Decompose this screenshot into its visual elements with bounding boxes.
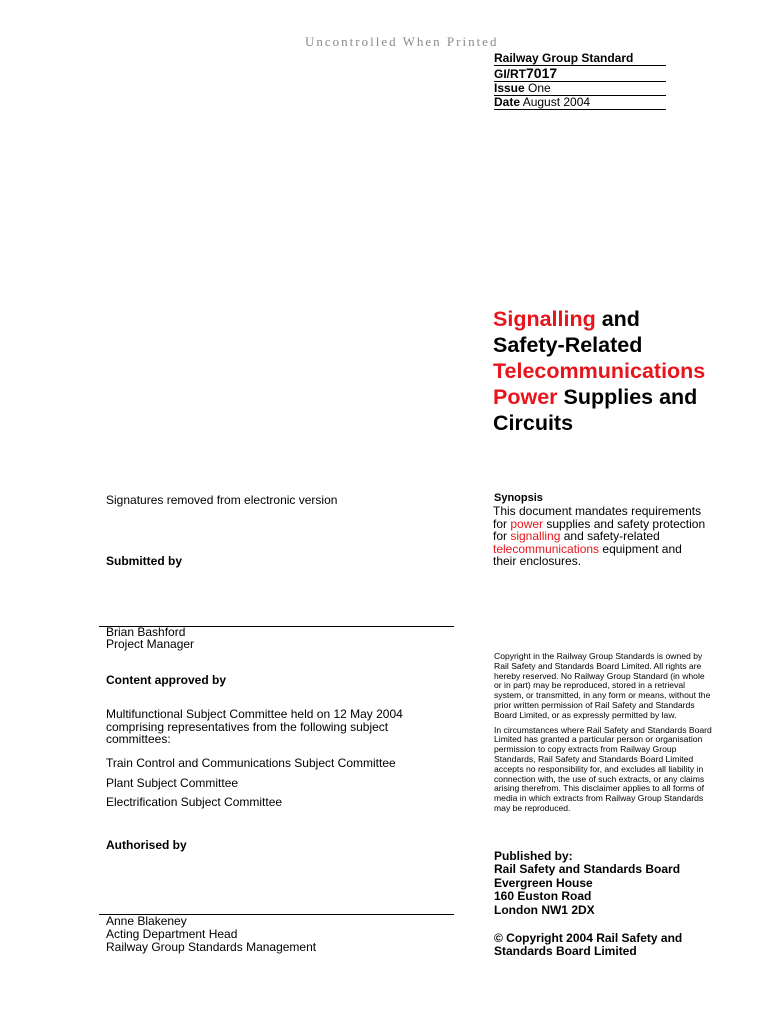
header-divider [494,109,666,110]
authorised-label: Authorised by [106,838,187,852]
synopsis-text [493,505,708,568]
title-word: Signalling [493,307,596,331]
document-title [493,306,705,436]
watermark: Uncontrolled When Printed [305,34,499,49]
issue-value: One [528,81,551,95]
synopsis-fragment: supplies and safety protection for [493,516,706,544]
synopsis-keyword: signalling [510,529,561,544]
code-number: 7017 [526,65,558,81]
publisher-copyright: © Copyright 2004 Rail Safety and Standards Board Limited [494,931,683,959]
standard-code [494,67,666,81]
authoriser-name: Anne Blakeney [106,914,187,928]
committee-description: Multifunctional Subject Committee held on 12 May 2004 comprising representatives from the following subject committees: [106,707,403,747]
publisher-block [494,850,724,959]
date-value: August 2004 [522,95,591,109]
synopsis-keyword: power [510,516,544,531]
copyright-notice [494,652,714,819]
title-word: Telecommunications [493,359,706,383]
synopsis-fragment: This document mandates requirements for [493,504,702,531]
issue-label: Issue [494,81,525,95]
publisher-line: Rail Safety and Standards Board [494,862,681,877]
signatures-note: Signatures removed from electronic version [106,493,338,507]
authoriser-department: Railway Group Standards Management [106,940,317,954]
committee-item: Plant Subject Committee [106,776,239,790]
synopsis-fragment: equipment and their enclosures. [493,541,682,569]
submitted-label: Submitted by [106,554,183,568]
publisher-line: 160 Euston Road [494,889,592,904]
date-line [494,96,666,109]
authoriser-role: Acting Department Head [106,927,238,941]
publisher-line: London NW1 2DX [494,902,595,917]
disclaimer-paragraph: In circumstances where Rail Safety and Standards Board Limited has granted a particular person or organisation permission to copy extracts from Railway Group Standards, Rail Safety and Standards Board Limited accepts no responsibility for, and excludes all liability in connection with, the use of such extracts, or any claims arising therefrom. This disclaimer applies to all forms of media in which extracts from Railway Group Standards may be reproduced. [494,724,712,813]
code-prefix: GI/RT [494,67,526,81]
synopsis-fragment: and safety-related [560,529,660,544]
issue-line [494,82,666,95]
copyright-paragraph: Copyright in the Railway Group Standards is owned by Rail Safety and Standards Board Limited. All rights are hereby reserved. No Railway Group Standard (in whole or in part) may be reproduced, stored in a retrieval system, or transmitted, in any form or means, without the prior written permission of Rail Safety and Standards Board Limited, or as expressly permitted by law. [494,651,711,720]
date-label: Date [494,95,521,109]
title-word: and [595,307,640,331]
submitter-name: Brian Bashford [106,625,186,639]
publisher-heading: Published by: [494,849,573,863]
title-word: Supplies and [557,385,698,409]
synopsis-heading: Synopsis [494,492,543,504]
title-word: Circuits [493,411,574,435]
submitter-role: Project Manager [106,637,195,651]
title-word: Power [493,385,558,409]
synopsis-keyword: telecommunications [493,541,600,556]
header-divider [494,65,666,66]
committee-item: Electrification Subject Committee [106,795,283,809]
content-approved-label: Content approved by [106,673,227,687]
standard-label: Railway Group Standard [494,51,634,65]
title-word: Safety-Related [493,333,643,357]
committee-item: Train Control and Communications Subject Committee [106,756,396,770]
publisher-line: Evergreen House [494,875,593,890]
